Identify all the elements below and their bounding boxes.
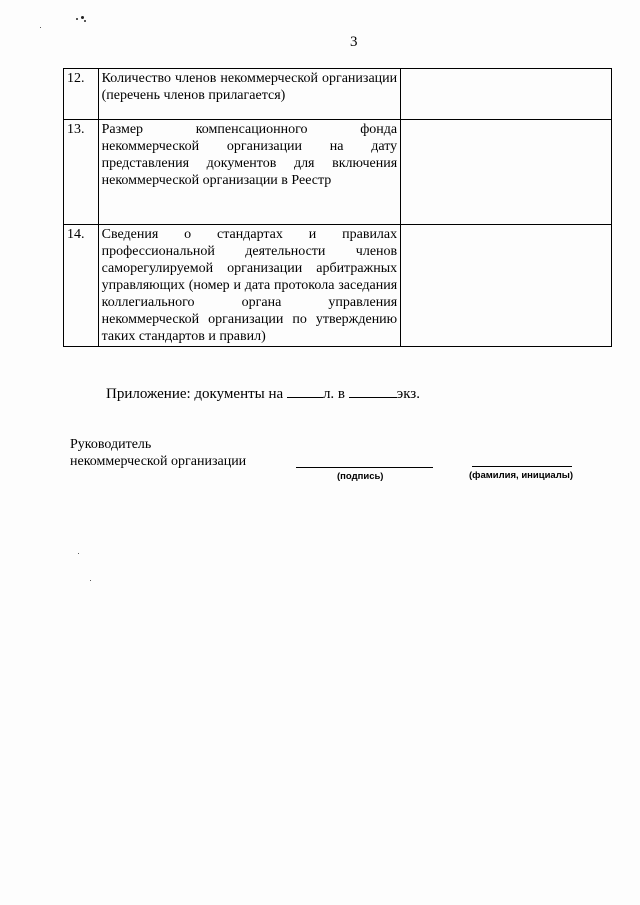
scan-speck [76, 18, 78, 20]
table-row [64, 69, 612, 120]
scan-speck [40, 27, 41, 28]
row-description: Количество членов некоммерческой организации (перечень членов прилагается) [98, 69, 401, 120]
scan-speck [78, 553, 79, 554]
row-value-cell [401, 69, 612, 120]
signature-caption: (подпись) [337, 471, 384, 482]
row-value-cell [401, 225, 612, 347]
table-row [64, 225, 612, 347]
scan-speck [81, 16, 84, 19]
signatory-title [70, 436, 246, 470]
row-description: Размер компенсационного фонда некоммерческой организации на дату представления документов для включения некоммерческой организации в Реестр [98, 120, 401, 225]
signature-line [296, 467, 433, 468]
name-caption: (фамилия, инициалы) [469, 470, 574, 481]
scan-speck [84, 20, 86, 22]
name-line [472, 466, 572, 467]
row-value-cell [401, 120, 612, 225]
attachment-line [106, 384, 420, 403]
signatory-title-line1: Руководитель [70, 437, 152, 452]
registry-info-table [63, 68, 612, 347]
row-description: Сведения о стандартах и правилах профессиональной деятельности членов саморегулируемой организации арбитражных управляющих (номер и дата протокола заседания коллегиального органа управления некоммерческой организации по утверждению таких стандартов и правил) [98, 225, 401, 347]
scan-speck [90, 580, 91, 581]
page-number: 3 [350, 34, 358, 50]
attachment-prefix: Приложение: документы на [106, 386, 287, 402]
row-number: 13. [64, 120, 99, 225]
copies-count-blank [349, 384, 397, 398]
sheets-count-blank [287, 384, 323, 398]
sheets-suffix: л. в [322, 386, 349, 402]
signatory-title-line2: некоммерческой организации [70, 454, 247, 469]
table-row [64, 120, 612, 225]
row-number: 14. [64, 225, 99, 347]
copies-suffix: экз. [396, 386, 420, 402]
row-number: 12. [64, 69, 99, 120]
